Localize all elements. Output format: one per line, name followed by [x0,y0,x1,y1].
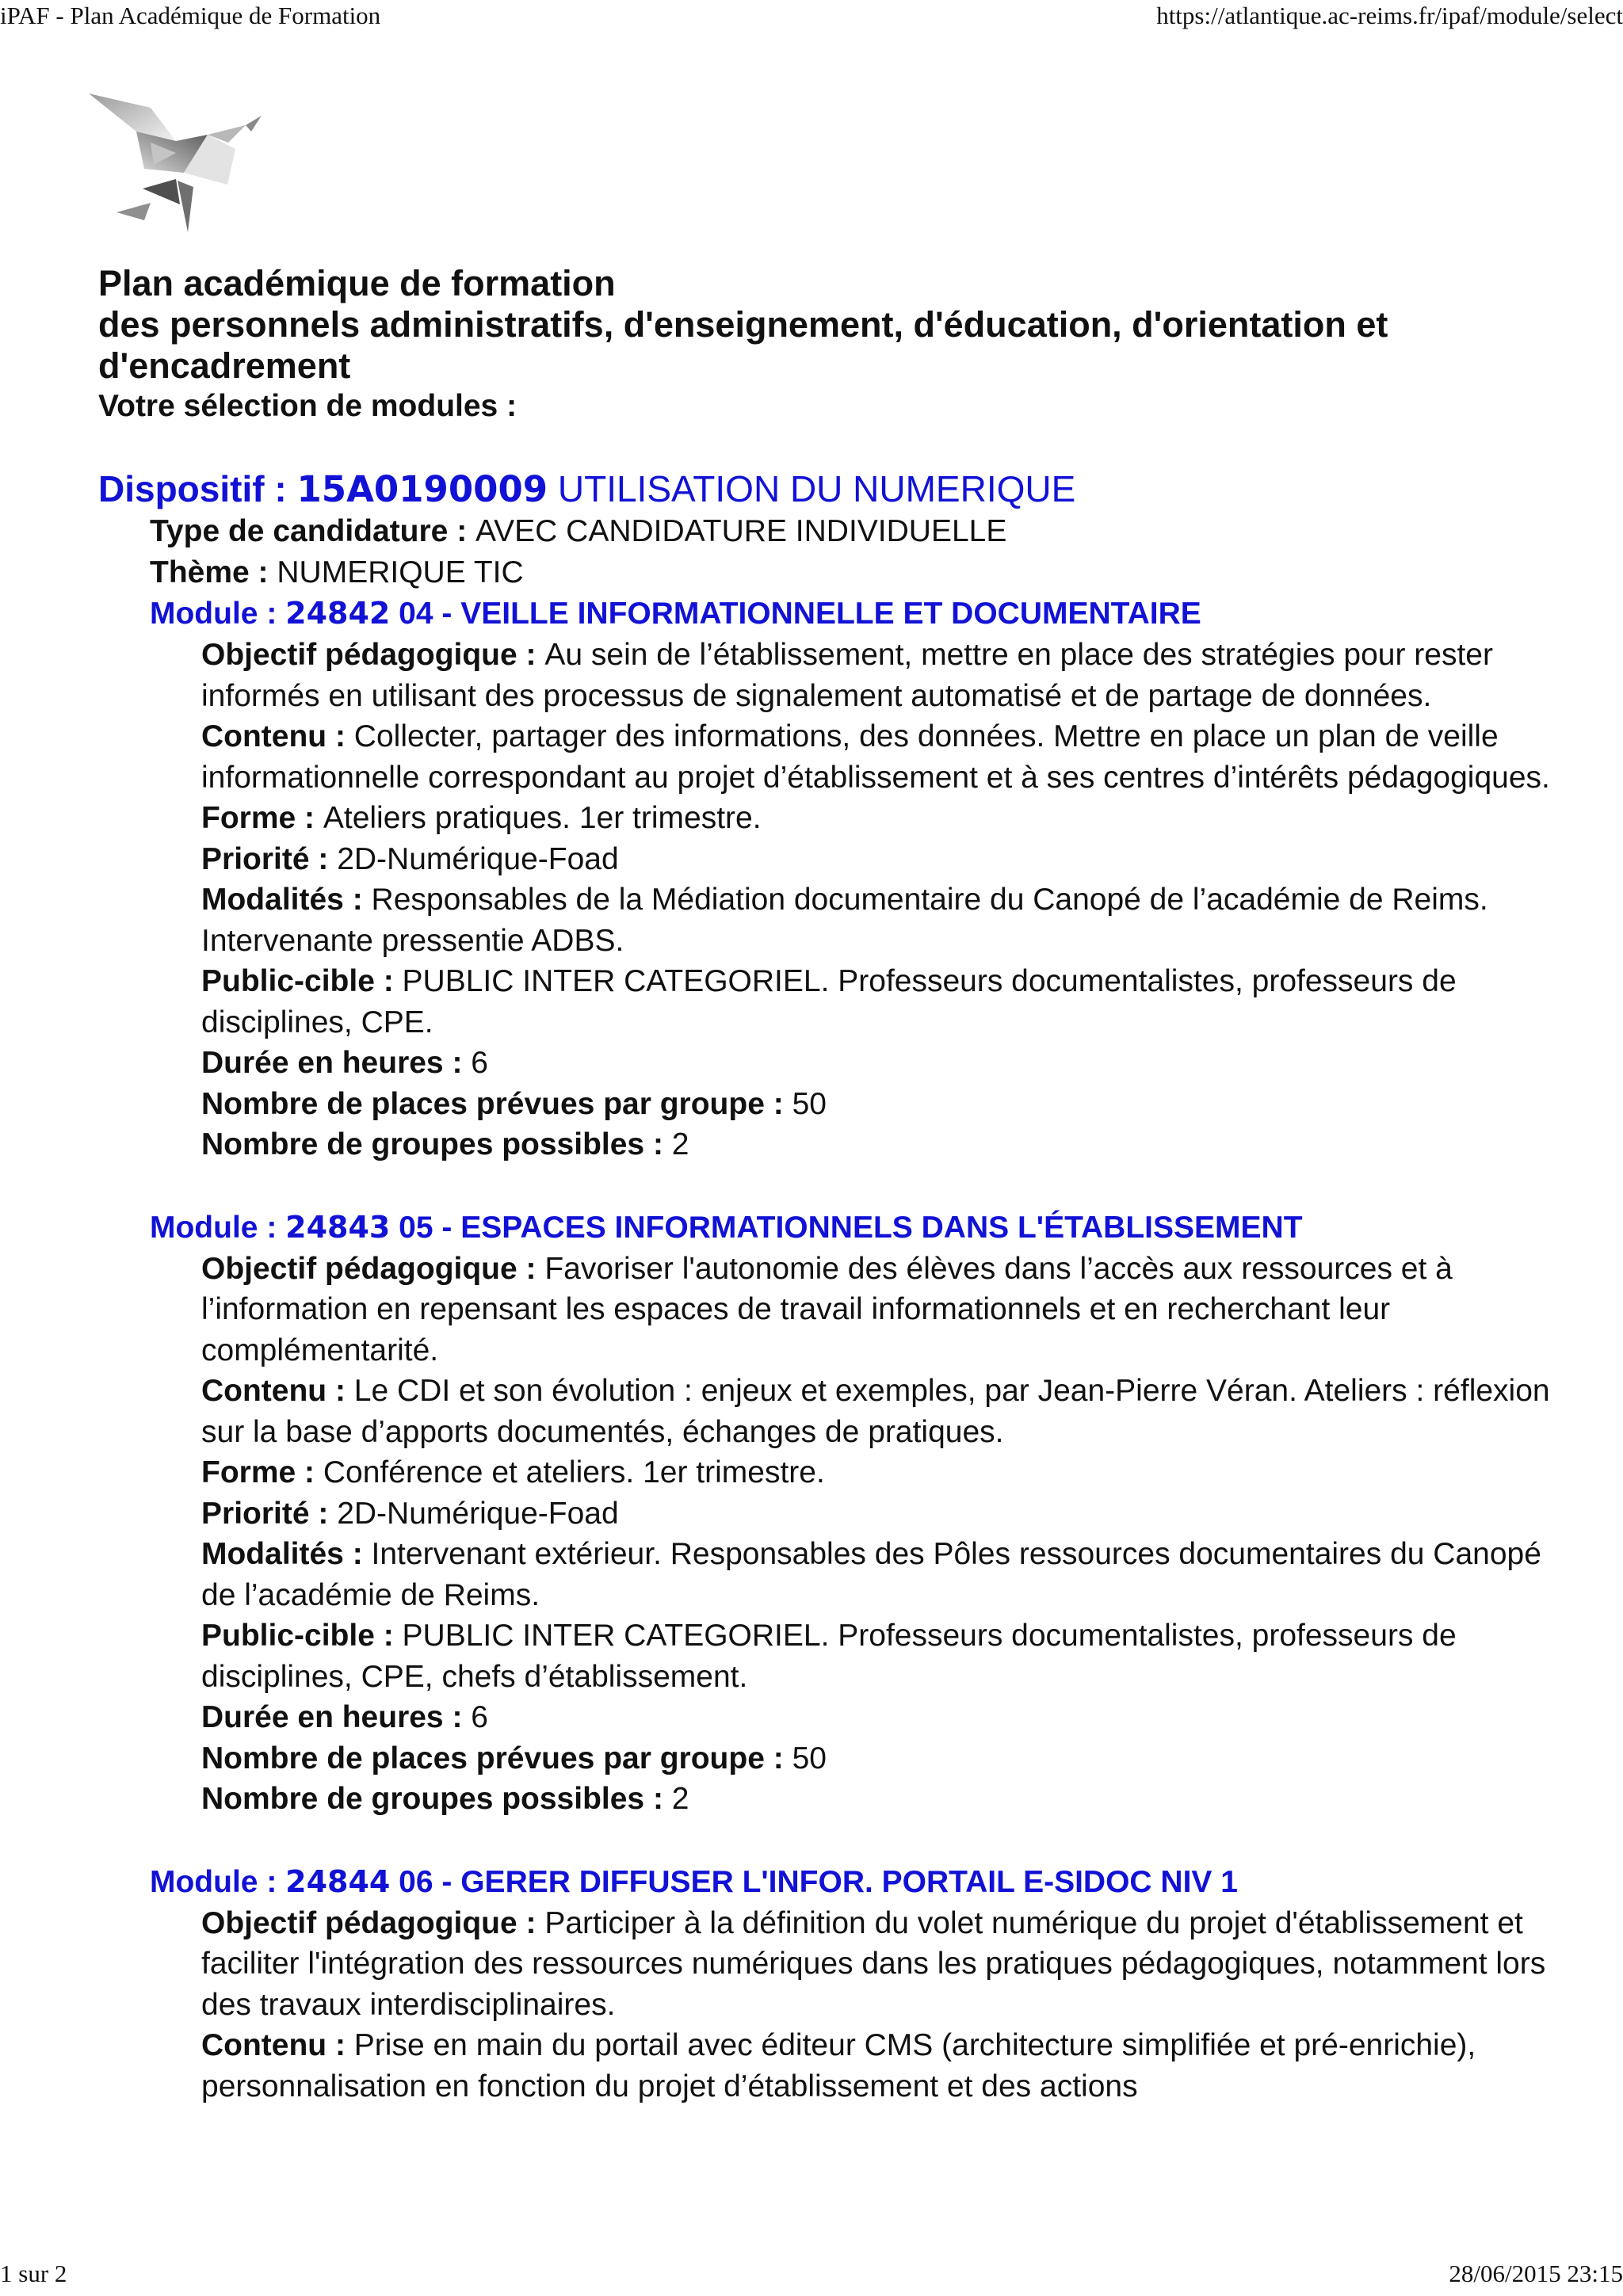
field-key: Durée en heures : [201,1700,472,1734]
field-value: 6 [471,1046,488,1080]
module-name: 06 - GERER DIFFUSER L'INFOR. PORTAIL E-SIDOC NIV 1 [390,1864,1238,1899]
page-title: iPAF - Plan Académique de Formation [0,2,381,29]
field-value: PUBLIC INTER CATEGORIEL. Professeurs documentalistes, professeurs de disciplines, CPE, chefs d’établissement. [201,1619,1457,1694]
field-value: Conférence et ateliers. 1er trimestre. [323,1455,825,1489]
field-duree [201,1043,1564,1084]
field-key: Forme : [201,801,323,835]
heading-line-3: Votre sélection de modules : [98,389,517,423]
field-objectif [201,1903,1564,2026]
field-forme [201,1452,1564,1493]
field-groupes [201,1779,1564,1820]
module-label: Module : [150,1864,286,1899]
field-value: 50 [792,1741,827,1775]
field-places [201,1738,1564,1779]
field-value: 2 [671,1127,689,1161]
module-label: Module : [150,597,286,631]
field-value: Favoriser l'autonomie des élèves dans l’accès aux ressources et à l’information en repensant les espaces de travail informationnels et en recherchant leur complémentarité. [201,1251,1453,1367]
field-key: Contenu : [201,1374,354,1408]
module-code: 24842 [285,596,391,631]
field-key: Public-cible : [201,964,403,998]
field-value: Au sein de l’établissement, mettre en place des stratégies pour rester informés en utilisant des processus de signalement automatisé et de partage de données. [201,638,1493,713]
field-key: Objectif pédagogique : [201,1251,545,1286]
field-public-cible [201,961,1564,1043]
field-value: AVEC CANDIDATURE INDIVIDUELLE [475,514,1007,548]
heading-line-2: des personnels administratifs, d'enseignement, d'éducation, d'orientation et d'encadrement [98,304,1388,386]
module-details [201,635,1564,1165]
field-objectif [201,635,1564,716]
module-heading [150,1861,1541,1903]
field-key: Objectif pédagogique : [201,1905,545,1940]
field-priorite [201,839,1564,880]
field-key: Public-cible : [201,1619,403,1653]
field-key: Contenu : [201,719,354,753]
field-public-cible [201,1615,1564,1697]
field-value: 6 [471,1700,488,1734]
field-contenu [201,716,1564,798]
field-key: Objectif pédagogique : [201,638,545,672]
field-type-candidature [150,511,1541,552]
main-content [98,263,1550,2107]
page-number: 1 sur 2 [0,2260,67,2287]
field-places [201,1084,1564,1125]
module-code: 24844 [285,1863,391,1899]
field-modalites [201,1534,1564,1615]
heading-line-1: Plan académique de formation [98,263,616,303]
field-priorite [201,1493,1564,1535]
field-forme [201,798,1564,839]
field-key: Forme : [201,1455,323,1489]
field-value: Responsables de la Médiation documentaire du Canopé de l’académie de Reims. Intervenante pressentie ADBS. [201,883,1488,958]
field-contenu [201,2025,1564,2107]
field-value: Participer à la définition du volet numérique du projet d'établissement et faciliter l'intégration des ressources numériques dans les pratiques pédagogiques, notamment lors des travaux interdisciplinaires. [201,1905,1546,2022]
print-footer [0,2260,1623,2291]
field-value: 2 [671,1782,689,1816]
dispositif-heading [98,467,1541,511]
field-value: Ateliers pratiques. 1er trimestre. [323,801,762,835]
dispositif-label: Dispositif : [98,468,297,509]
field-key: Modalités : [201,883,372,917]
field-contenu [201,1371,1564,1452]
field-key: Type de candidature : [150,514,476,548]
field-key: Contenu : [201,2028,354,2062]
field-key: Nombre de groupes possibles : [201,1782,672,1816]
module-code: 24843 [285,1209,391,1245]
field-key: Durée en heures : [201,1046,472,1080]
module-heading [150,1207,1541,1249]
field-value: 2D-Numérique-Foad [337,1496,619,1531]
dispositif-details [150,511,1550,2107]
field-value: Collecter, partager des informations, des données. Mettre en place un plan de veille informationnelle correspondant au projet d’établissement et à ses centres d’intérêts pédagogiques. [201,719,1550,795]
module-details [201,1249,1564,1820]
field-value: 2D-Numérique-Foad [337,841,619,876]
origami-bird-logo [89,93,275,240]
field-groupes [201,1124,1564,1165]
module-name: 04 - VEILLE INFORMATIONNELLE ET DOCUMENTAIRE [390,597,1201,631]
field-value: NUMERIQUE TIC [277,555,524,589]
print-datetime: 28/06/2015 23:15 [1449,2260,1623,2287]
field-value: PUBLIC INTER CATEGORIEL. Professeurs documentalistes, professeurs de disciplines, CPE. [201,964,1457,1039]
dispositif-name: UTILISATION DU NUMERIQUE [548,468,1076,509]
module-label: Module : [150,1210,286,1245]
print-header [0,2,1623,33]
field-key: Nombre de groupes possibles : [201,1127,672,1161]
field-value: 50 [792,1086,827,1121]
field-value: Le CDI et son évolution : enjeux et exemples, par Jean-Pierre Véran. Ateliers : réflexion sur la base d’apports documentés, échanges de pratiques. [201,1374,1550,1449]
field-value: Intervenant extérieur. Responsables des Pôles ressources documentaires du Canopé de l’académie de Reims. [201,1537,1541,1612]
field-theme [150,552,1541,593]
module-heading [150,593,1541,635]
module-name: 05 - ESPACES INFORMATIONNELS DANS L'ÉTABLISSEMENT [390,1210,1303,1245]
field-objectif [201,1249,1564,1371]
page-url[interactable]: https://atlantique.ac-reims.fr/ipaf/module/select [1156,2,1623,29]
dispositif-code: 15A0190009 [296,468,548,510]
field-duree [201,1697,1564,1738]
field-key: Priorité : [201,841,338,876]
field-key: Nombre de places prévues par groupe : [201,1086,792,1121]
field-value: Prise en main du portail avec éditeur CMS (architecture simplifiée et pré-enrichie), personnalisation en fonction du projet d’établissement et des actions [201,2028,1476,2103]
field-modalites [201,879,1564,961]
field-key: Modalités : [201,1537,372,1571]
field-key: Nombre de places prévues par groupe : [201,1741,792,1775]
module-details [201,1903,1564,2107]
field-key: Thème : [150,555,277,589]
page-heading [98,263,1541,426]
field-key: Priorité : [201,1496,338,1531]
